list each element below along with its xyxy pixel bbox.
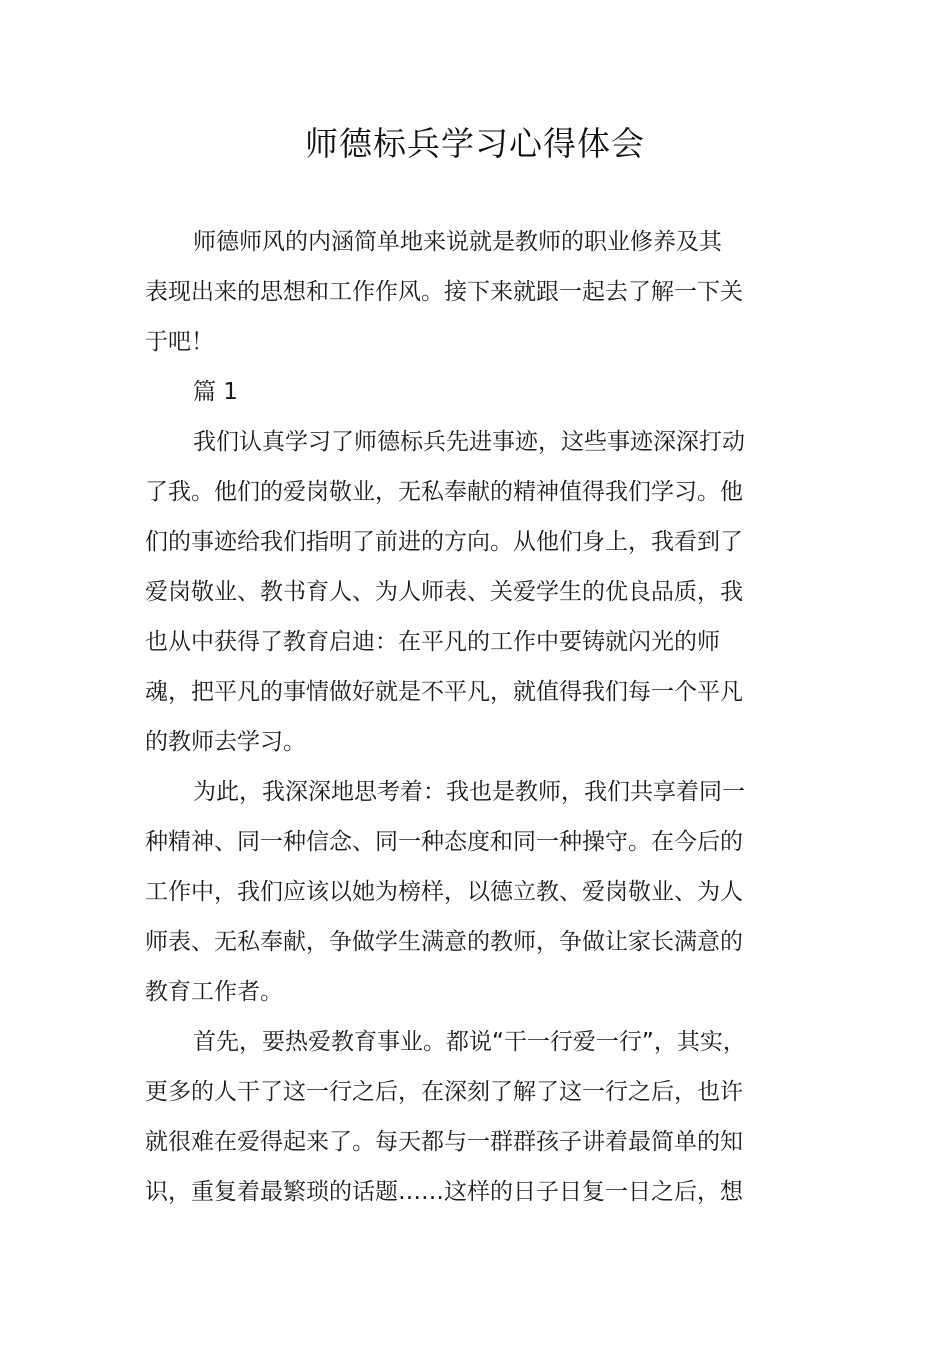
document-title: 师德标兵学习心得体会	[305, 124, 645, 163]
text-line: 于吧！	[145, 329, 214, 355]
text-line: 爱岗敬业、教书育人、为人师表、关爱学生的优良品质，我	[145, 579, 743, 605]
text-line: 识，重复着最繁琐的话题……这样的日子日复一日之后，想	[145, 1179, 743, 1205]
text-line: 的教师去学习。	[145, 729, 306, 755]
text-line: 也从中获得了教育启迪：在平凡的工作中要铸就闪光的师	[145, 629, 720, 655]
text-line: 我们认真学习了师德标兵先进事迹，这些事迹深深打动	[193, 429, 745, 455]
text-line: 魂，把平凡的事情做好就是不平凡，就值得我们每一个平凡	[145, 679, 743, 705]
text-line: 师德师风的内涵简单地来说就是教师的职业修养及其	[193, 229, 722, 255]
text-line: 工作中，我们应该以她为榜样，以德立教、爱岗敬业、为人	[145, 879, 743, 905]
text-line: 教育工作者。	[145, 979, 283, 1005]
section-heading: 篇 1	[193, 379, 238, 405]
text-line: 表现出来的思想和工作作风。接下来就跟一起去了解一下关	[145, 279, 743, 305]
text-line: 就很难在爱得起来了。每天都与一群群孩子讲着最简单的知	[145, 1129, 743, 1155]
text-line: 更多的人干了这一行之后，在深刻了解了这一行之后，也许	[145, 1079, 743, 1105]
text-line: 了我。他们的爱岗敬业，无私奉献的精神值得我们学习。他	[145, 479, 743, 505]
text-line: 种精神、同一种信念、同一种态度和同一种操守。在今后的	[145, 829, 743, 855]
text-line: 们的事迹给我们指明了前进的方向。从他们身上，我看到了	[145, 529, 743, 555]
text-line: 师表、无私奉献，争做学生满意的教师，争做让家长满意的	[145, 929, 743, 955]
text-line: 为此，我深深地思考着：我也是教师，我们共享着同一	[193, 779, 745, 805]
text-line: 首先，要热爱教育事业。都说“干一行爱一行”，其实，	[193, 1029, 746, 1055]
